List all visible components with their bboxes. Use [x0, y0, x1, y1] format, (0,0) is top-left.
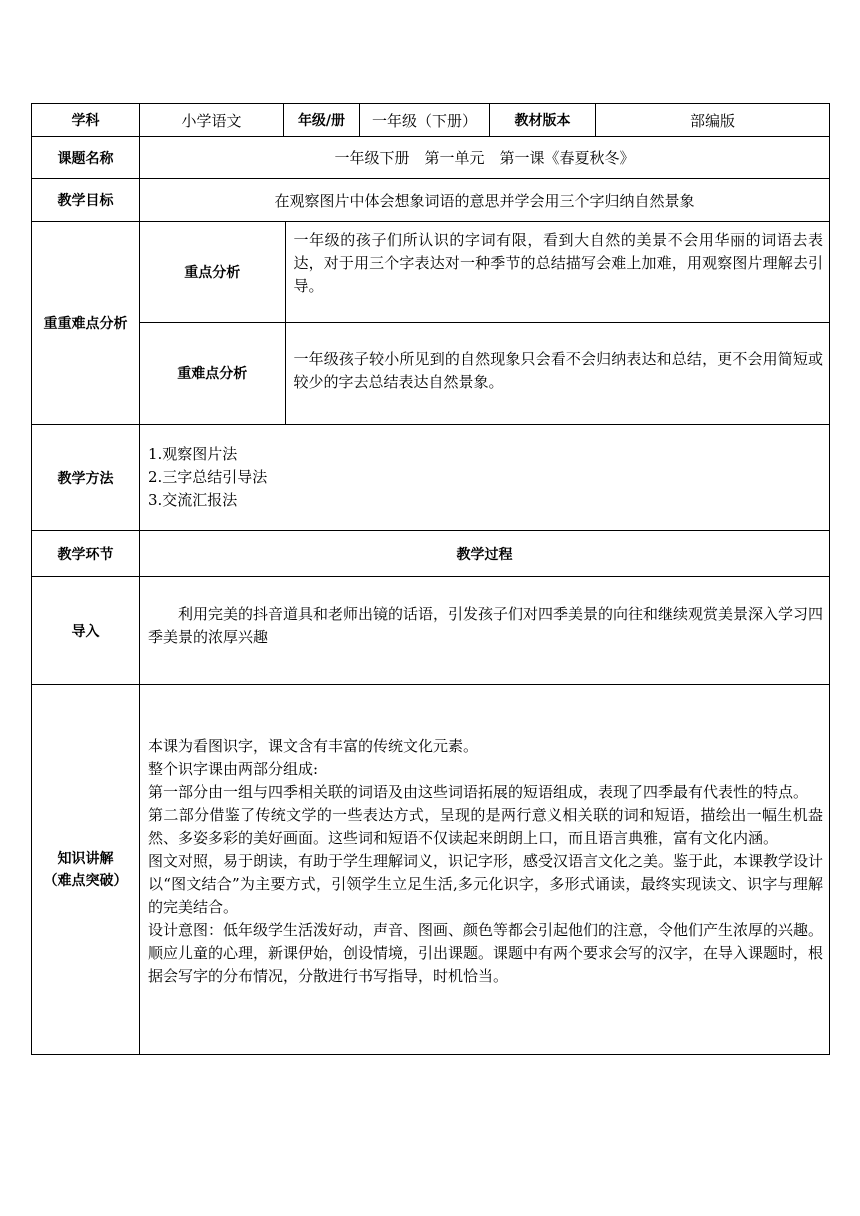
intro-cell: [140, 577, 830, 685]
knowledge-label-line1: 知识讲解: [57, 850, 114, 867]
knowledge-paragraph: 设计意图：低年级学生活泼好动，声音、图画、颜色等都会引起他们的注意，令他们产生浓厚的兴趣。顺应儿童的心理，新课伊始，创设情境，引出课题。课题中有两个要求会写的汉字，在导入课题时，根据会写字的分布情况，分散进行书写指导，时机恰当。: [148, 921, 824, 985]
intro-label: 导入: [32, 577, 140, 685]
topic-row: [32, 137, 830, 179]
knowledge-cell: [140, 685, 830, 1055]
grade-value: 一年级（下册）: [360, 104, 490, 137]
methods-cell: [140, 425, 830, 531]
subject-label: 学科: [32, 104, 140, 137]
key-analysis-text: 一年级的孩子们所认识的字词有限，看到大自然的美景不会用华丽的词语去表达，对于用三个字表达对一种季节的总结描写会难上加难，用观察图片理解去引导。: [293, 231, 823, 296]
methods-label: 教学方法: [32, 425, 140, 531]
knowledge-label-line2: （难点突破）: [43, 872, 128, 889]
methods-item: 3.交流汇报法: [148, 491, 238, 509]
process-label: 教学过程: [140, 531, 830, 577]
header-row: [32, 104, 830, 137]
difficult-analysis-label: 重难点分析: [140, 322, 285, 424]
lesson-plan-table: [31, 103, 830, 1055]
knowledge-paragraph: 第一部分由一组与四季相关联的词语及由这些词语拓展的短语组成，表现了四季最有代表性的特点。: [148, 783, 809, 801]
knowledge-paragraph: 整个识字课由两部分组成:: [148, 760, 319, 778]
key-analysis-cell: [285, 222, 829, 322]
analysis-label: 重重难点分析: [32, 222, 140, 425]
topic-value: 一年级下册 第一单元 第一课《春夏秋冬》: [140, 137, 830, 179]
difficult-analysis-text: 一年级孩子较小所见到的自然现象只会看不会归纳表达和总结，更不会用简短或较少的字去总结表达自然景象。: [293, 350, 823, 392]
topic-label: 课题名称: [32, 137, 140, 179]
knowledge-paragraph: 图文对照，易于朗读，有助于学生理解词义，识记字形，感受汉语言文化之美。鉴于此，本课教学设计以“图文结合”为主要方式，引领学生立足生活,多元化识字，多形式诵读，最终实现读文、识字与理解的完美结合。: [148, 852, 824, 916]
methods-item: 2.三字总结引导法: [148, 468, 268, 486]
subject-value: 小学语文: [140, 104, 284, 137]
knowledge-paragraph: 第二部分借鉴了传统文学的一些表达方式，呈现的是两行意义相关联的词和短语，描绘出一幅生机盎然、多姿多彩的美好画面。这些词和短语不仅读起来朗朗上口，而且语言典雅，富有文化内涵。: [148, 806, 823, 847]
methods-item: 1.观察图片法: [148, 445, 238, 463]
analysis-row: [32, 222, 830, 425]
methods-list: [148, 443, 821, 512]
intro-text: 利用完美的抖音道具和老师出镜的话语，引发孩子们对四季美景的向往和继续观赏美景深入学习四季美景的浓厚兴趣: [148, 604, 824, 646]
knowledge-paragraph: 本课为看图识字，课文含有丰富的传统文化元素。: [148, 737, 479, 755]
intro-row: [32, 577, 830, 685]
difficult-analysis-cell: [285, 322, 829, 424]
goal-label: 教学目标: [32, 179, 140, 222]
edition-value: 部编版: [596, 104, 830, 137]
key-analysis-label: 重点分析: [140, 222, 285, 322]
process-header-row: [32, 531, 830, 577]
goal-value: 在观察图片中体会想象词语的意思并学会用三个字归纳自然景象: [140, 179, 830, 222]
methods-row: [32, 425, 830, 531]
grade-label: 年级/册: [284, 104, 360, 137]
analysis-cell: [140, 222, 830, 425]
knowledge-label: [32, 685, 140, 1055]
analysis-subtable: [140, 222, 829, 424]
goal-row: [32, 179, 830, 222]
knowledge-row: [32, 685, 830, 1055]
edition-label: 教材版本: [490, 104, 596, 137]
process-stage-label: 教学环节: [32, 531, 140, 577]
